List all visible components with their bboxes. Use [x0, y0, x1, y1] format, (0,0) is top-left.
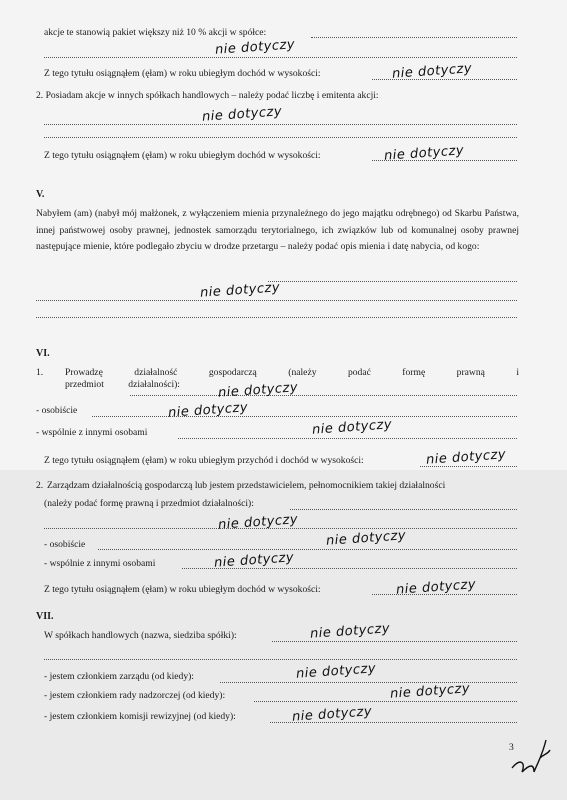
handwritten-answer: nie dotyczy — [199, 280, 281, 301]
income-line: Z tego tytułu osiągnąłem (ęłam) w roku ubiegłym dochód w wysokości: — [44, 584, 321, 595]
handwritten-answer: nie dotyczy — [217, 380, 299, 401]
fill-line — [372, 160, 517, 161]
income-line: Z tego tytułu osiągnąłem (ęłam) w roku ubiegłym dochód w wysokości: — [44, 68, 321, 79]
handwritten-answer: nie dotyczy — [391, 61, 473, 82]
handwritten-answer: nie dotyczy — [217, 512, 299, 533]
fill-line — [220, 682, 517, 683]
board-member-line: - jestem członkiem zarządu (od kiedy): — [44, 671, 194, 682]
handwritten-answer: nie dotyczy — [389, 681, 471, 702]
jointly-label: - wspólnie z innymi osobami — [44, 558, 156, 569]
business-activity-text: Prowadzę działalność gospodarczą (należy podać formę prawną i przedmiot działalności): — [65, 367, 519, 390]
jointly-label: - wspólnie z innymi osobami — [36, 427, 148, 438]
fill-line — [268, 281, 517, 282]
fill-line — [290, 509, 517, 510]
handwritten-answer: nie dotyczy — [395, 577, 477, 598]
page-number: 3 — [509, 742, 514, 753]
fill-line — [44, 137, 517, 138]
handwritten-answer: nie dotyczy — [425, 447, 507, 468]
handwritten-answer: nie dotyczy — [167, 400, 249, 421]
handwritten-answer: nie dotyczy — [309, 621, 391, 642]
other-shares-line: 2. Posiadam akcje w innych spółkach handlowych – należy podać liczbę i emitenta akcji: — [36, 90, 379, 101]
handwritten-answer: nie dotyczy — [214, 37, 296, 58]
handwritten-answer: nie dotyczy — [291, 704, 373, 725]
handwritten-answer: nie dotyczy — [201, 104, 283, 125]
income-line: Z tego tytułu osiągnąłem (ęłam) w roku ubiegłym dochód w wysokości: — [44, 150, 321, 161]
fill-line — [44, 528, 517, 529]
fill-line — [372, 79, 517, 80]
audit-committee-line: - jestem członkiem komisji rewizyjnej (od kiedy): — [44, 711, 236, 722]
fill-line — [36, 300, 517, 301]
fill-line — [178, 438, 517, 439]
companies-line: W spółkach handlowych (nazwa, siedziba spółki): — [44, 630, 237, 641]
signature — [506, 728, 554, 778]
handwritten-answer: nie dotyczy — [213, 550, 295, 571]
fill-line — [311, 37, 517, 38]
handwritten-answer: nie dotyczy — [295, 661, 377, 682]
fill-line — [44, 57, 517, 58]
fill-line — [130, 395, 517, 396]
handwritten-answer: nie dotyczy — [325, 528, 407, 549]
personally-label: - osobiście — [44, 539, 86, 550]
personally-label: - osobiście — [36, 405, 78, 416]
fill-line — [44, 124, 517, 125]
item-number: 1. — [36, 367, 44, 378]
fill-line — [36, 317, 517, 318]
section-vii-heading: VII. — [36, 611, 54, 622]
management-text: Zarządzam działalnością gospodarczą lub jestem przedstawicielem, pełnomocnikiem takiej działalności — [47, 480, 446, 491]
fill-line — [98, 549, 517, 550]
management-text: (należy podać formę prawną i przedmiot działalności): — [44, 498, 254, 509]
section-v-text: Nabyłem (am) (nabył mój małżonek, z wyłączeniem mienia przynależnego do jego majątku odrębnego) od Skarbu Państwa, innej państwowej osoby prawnej, jednostek samorządu terytorialnego, ich związków lub od komunalnej osoby prawnej następujące mienie, które podlegało zbyciu w drodze przetargu – należy podać opis mienia i datę nabycia, od kogo: — [36, 208, 519, 252]
handwritten-answer: nie dotyczy — [383, 143, 465, 164]
handwritten-answer: nie dotyczy — [311, 417, 393, 438]
revenue-line: Z tego tytułu osiągnąłem (ęłam) w roku ubiegłym przychód i dochód w wysokości: — [44, 455, 364, 466]
section-v-heading: V. — [36, 189, 45, 200]
fill-line — [92, 416, 517, 417]
item-number: 2. — [36, 480, 44, 491]
supervisory-board-line: - jestem członkiem rady nadzorczej (od kiedy): — [44, 690, 226, 701]
fill-line — [44, 659, 517, 660]
fill-line — [254, 701, 517, 702]
fill-line — [272, 641, 517, 642]
section-vi-heading: VI. — [36, 348, 50, 359]
shares-threshold-line: akcje te stanowią pakiet większy niż 10 % akcji w spółce: — [44, 27, 267, 38]
